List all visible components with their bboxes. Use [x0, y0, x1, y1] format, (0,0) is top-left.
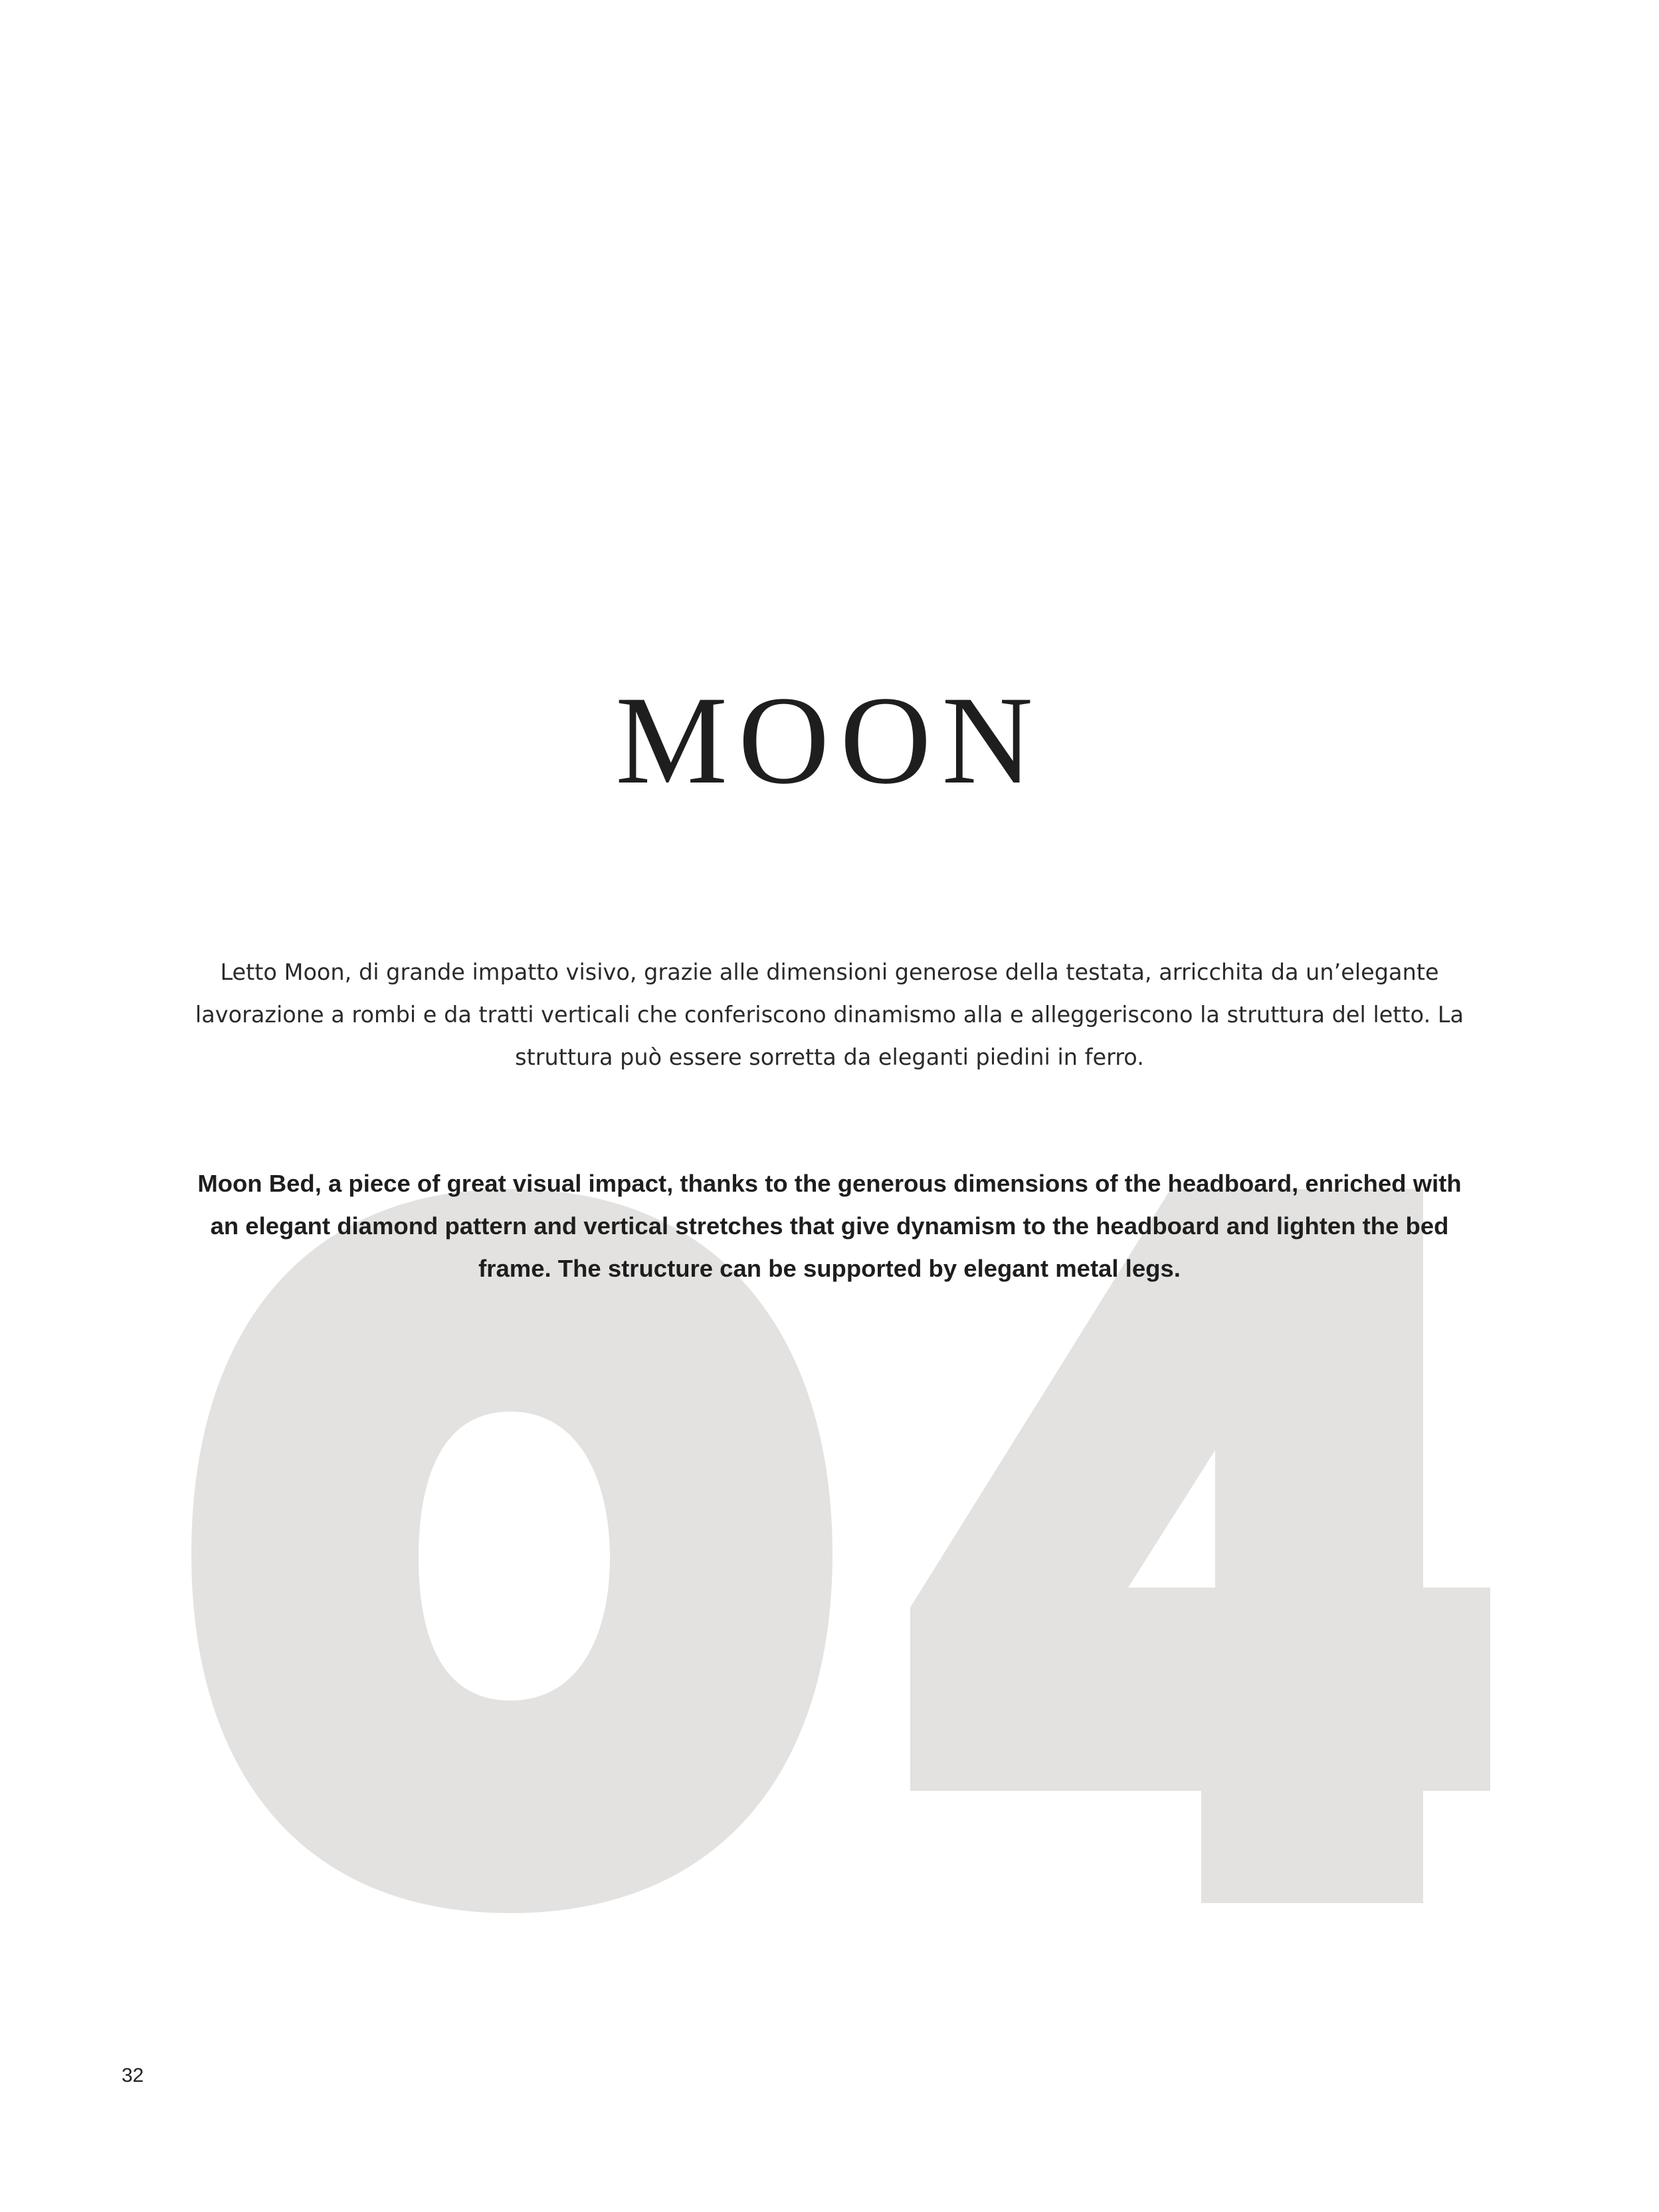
page-title: MOON [615, 671, 1044, 810]
digit-zero-shape [191, 1189, 832, 1913]
digit-four-shape [910, 1189, 1490, 1903]
description-english: Moon Bed, a piece of great visual impact, thanks to the generous dimensions of the headboard, enriched with an elegant diamond pattern and vertical stretches that give dynamism to the headboard and lighten the bed frame. The structure can be supported by elegant metal legs. [197, 1170, 1462, 1282]
description-italian: Letto Moon, di grande impatto visivo, grazie alle dimensioni generose della testata, arricchita da un’elegante lavorazione a rombi e da tratti verticali che conferiscono dinamismo alla e alleggeriscono la struttura del letto. La struttura può essere sorretta da eleganti piedini in ferro. [195, 959, 1464, 1070]
section-number-graphic [191, 1189, 1490, 1913]
page-number: 32 [122, 2065, 144, 2086]
